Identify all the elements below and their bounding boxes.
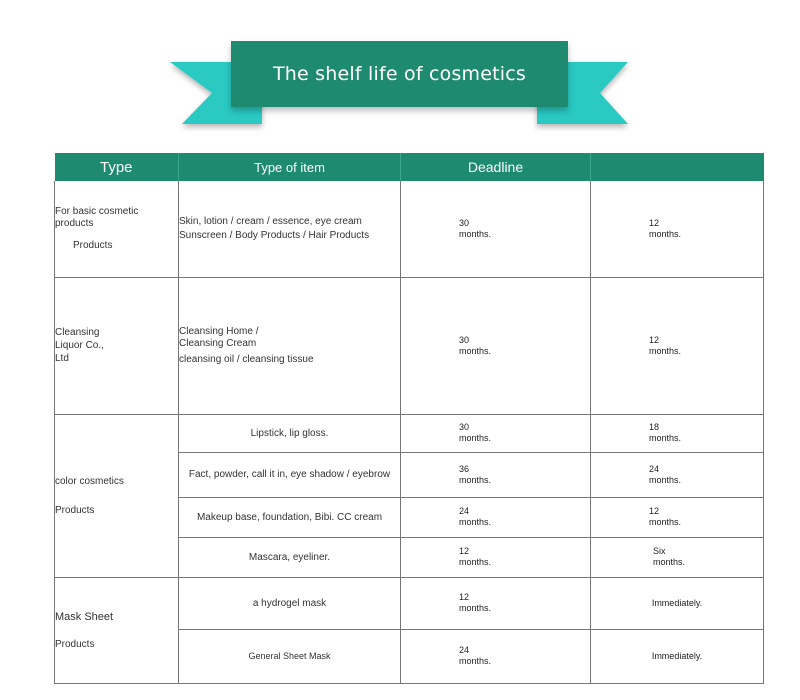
table-row: [55, 181, 764, 277]
opened-cell: [591, 452, 764, 497]
type-mask-label: Mask Sheet: [55, 610, 114, 623]
deadline-value: 30: [459, 217, 470, 228]
deadline-value: 24: [459, 506, 470, 516]
item-cell: a hydrogel mask: [179, 577, 401, 629]
deadline-cell: [401, 629, 591, 683]
type-color-sub: Products: [55, 504, 95, 516]
item-cleansing-cell: [179, 277, 401, 414]
type-basic-label: For basic cosmetic products: [55, 205, 139, 229]
deadline-unit: months.: [459, 557, 492, 567]
opened-unit: months.: [649, 474, 682, 485]
item-basic-line1: Skin, lotion / cream / essence, eye cream: [179, 215, 362, 227]
type-color-cell: [55, 414, 179, 577]
opened-cell: [591, 537, 764, 577]
table-row: [55, 414, 764, 452]
opened-value: 12: [649, 506, 660, 516]
opened-value: Six: [653, 546, 666, 556]
deadline-cell: [401, 537, 591, 577]
type-basic-sub: Products: [73, 239, 113, 251]
opened-unit: months.: [649, 433, 682, 443]
deadline-unit: months.: [459, 656, 492, 666]
opened-cell: [591, 181, 764, 277]
type-cleansing-line3: Ltd: [55, 353, 69, 364]
shelf-life-table: [54, 153, 764, 684]
deadline-cell: [401, 277, 591, 414]
opened-cell: [591, 277, 764, 414]
type-color-label: color cosmetics: [55, 475, 124, 487]
opened-unit: months.: [653, 557, 686, 567]
item-basic-cell: [179, 181, 401, 277]
opened-unit: months.: [649, 345, 682, 356]
opened-cell: [591, 414, 764, 452]
deadline-unit: months.: [459, 517, 492, 527]
type-mask-sub: Products: [55, 638, 95, 650]
deadline-cell: [401, 577, 591, 629]
header-type: Type: [55, 153, 179, 181]
opened-cell: [591, 497, 764, 537]
deadline-value: 12: [459, 592, 470, 602]
type-cleansing-cell: [55, 277, 179, 414]
deadline-value: 36: [459, 463, 470, 474]
item-basic-line2: Sunscreen / Body Products / Hair Products: [179, 229, 370, 241]
deadline-unit: months.: [459, 603, 492, 613]
opened-value: Immediately.: [651, 598, 703, 608]
deadline-cell: [401, 452, 591, 497]
header-deadline: Deadline: [401, 153, 591, 181]
deadline-value: 30: [459, 422, 470, 432]
item-cell: General Sheet Mask: [179, 629, 401, 683]
deadline-unit: months.: [459, 474, 492, 485]
opened-cell: [591, 577, 764, 629]
table-row: [55, 277, 764, 414]
table-header-row: [55, 153, 764, 181]
ribbon-main: [231, 41, 568, 107]
opened-value: 12: [649, 217, 660, 228]
opened-cell: [591, 629, 764, 683]
type-cleansing-line1: Cleansing: [55, 327, 100, 338]
opened-value: 18: [649, 422, 660, 432]
item-cell: Lipstick, lip gloss.: [179, 414, 401, 452]
item-cleansing-line1: Cleansing Home /: [179, 325, 259, 337]
item-cleansing-line2: Cleansing Cream: [179, 337, 257, 349]
item-cell: Makeup base, foundation, Bibi. CC cream: [179, 497, 401, 537]
opened-value: 12: [649, 334, 660, 345]
type-basic-cell: [55, 181, 179, 277]
opened-unit: months.: [649, 517, 682, 527]
deadline-value: 30: [459, 334, 470, 345]
item-cell: Mascara, eyeliner.: [179, 537, 401, 577]
item-cell: Fact, powder, call it in, eye shadow / eyebrow: [179, 452, 401, 497]
deadline-unit: months.: [459, 345, 492, 356]
deadline-cell: [401, 497, 591, 537]
type-mask-cell: [55, 577, 179, 683]
header-type-of-item: Type of item: [179, 153, 401, 181]
opened-value: Immediately.: [651, 651, 703, 661]
type-cleansing-line2: Liquor Co.,: [55, 340, 104, 351]
page-title: The shelf life of cosmetics: [273, 63, 526, 85]
table-row: [55, 577, 764, 629]
title-banner: [0, 0, 800, 140]
deadline-cell: [401, 414, 591, 452]
deadline-value: 24: [459, 645, 470, 655]
deadline-unit: months.: [459, 228, 492, 239]
opened-unit: months.: [649, 228, 682, 239]
header-after-opening: [591, 153, 764, 181]
deadline-cell: [401, 181, 591, 277]
deadline-unit: months.: [459, 433, 492, 443]
opened-value: 24: [649, 463, 660, 474]
item-cleansing-line3: cleansing oil / cleansing tissue: [179, 353, 314, 365]
deadline-value: 12: [459, 546, 470, 556]
